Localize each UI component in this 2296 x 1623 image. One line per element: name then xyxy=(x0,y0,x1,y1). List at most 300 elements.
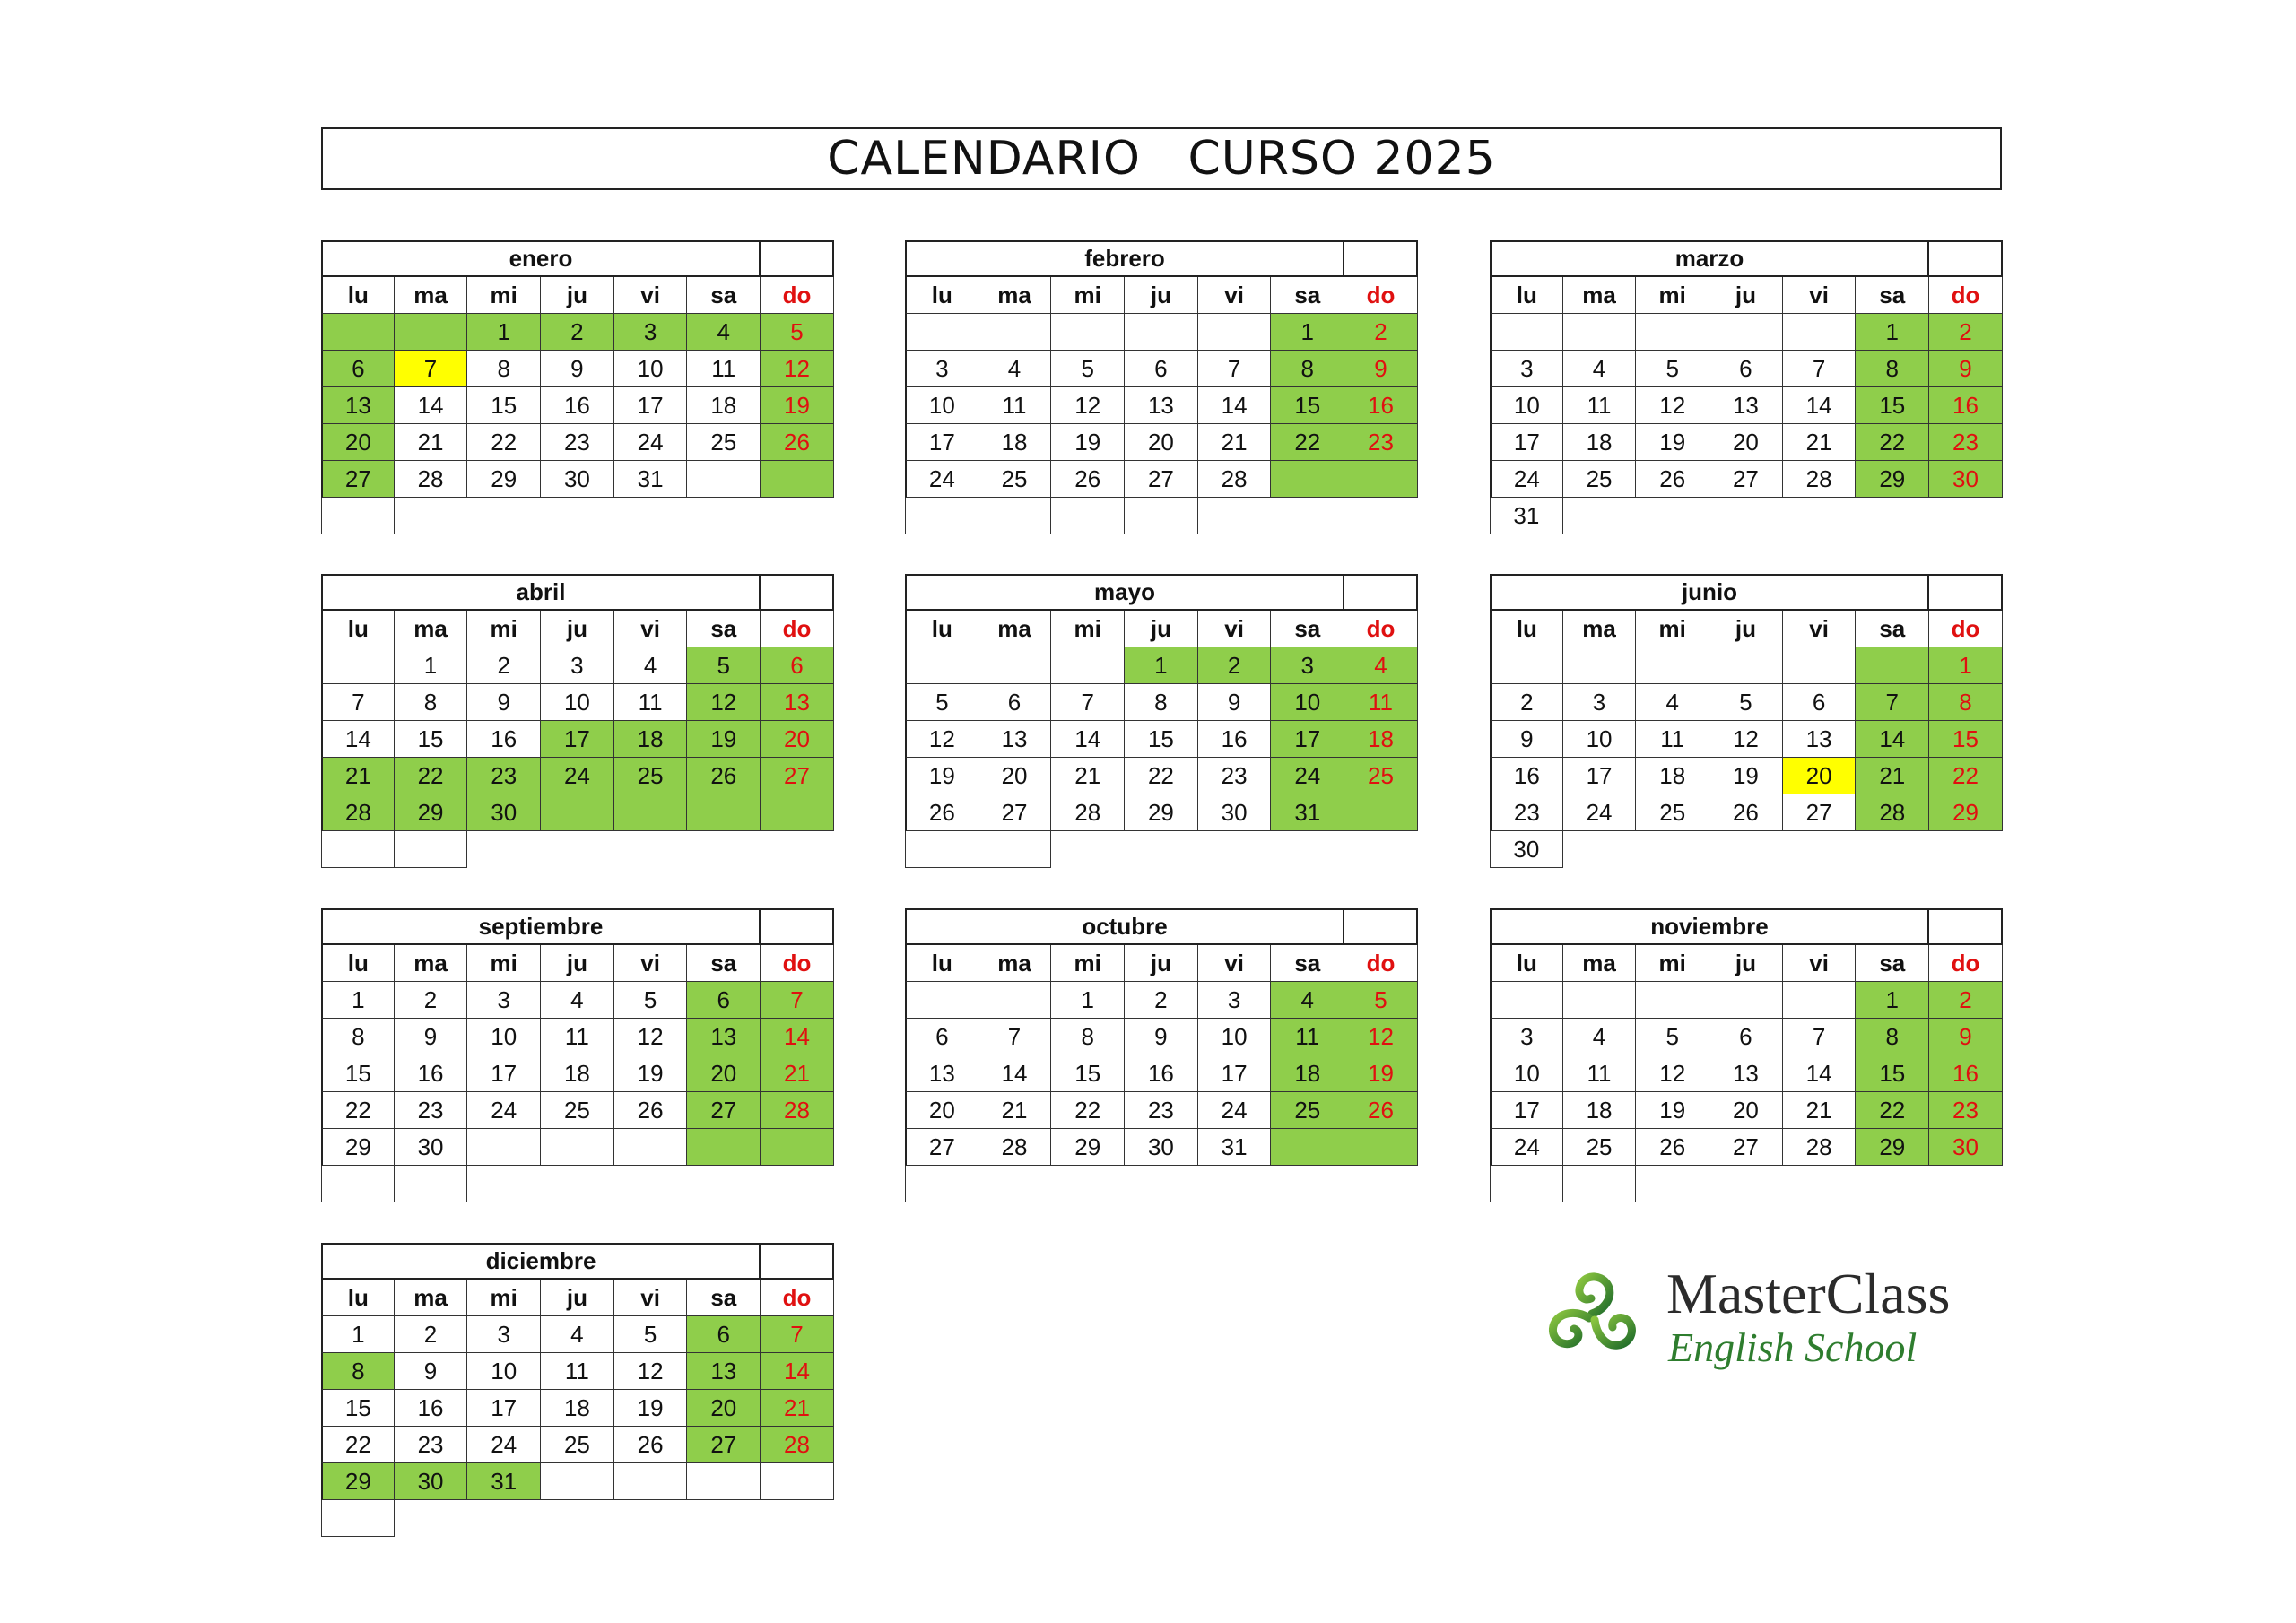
day-cell: 15 xyxy=(1856,387,1929,424)
day-cell: 13 xyxy=(905,1055,978,1092)
day-cell: 10 xyxy=(1490,387,1563,424)
month-enero xyxy=(321,240,834,534)
day-cell: 20 xyxy=(321,424,395,461)
day-cell xyxy=(1709,314,1783,351)
day-cell: 8 xyxy=(1271,351,1344,387)
day-cell: 25 xyxy=(1636,794,1709,831)
day-cell: 13 xyxy=(321,387,395,424)
day-cell: 17 xyxy=(467,1055,541,1092)
day-cell: 22 xyxy=(1271,424,1344,461)
day-cell: 6 xyxy=(1709,351,1783,387)
month-febrero xyxy=(905,240,1418,534)
weekday-do: do xyxy=(1929,945,2003,982)
day-cell: 5 xyxy=(1636,351,1709,387)
triskelion-logo-icon xyxy=(1525,1255,1659,1381)
day-cell: 7 xyxy=(395,351,468,387)
day-cell: 15 xyxy=(321,1390,395,1427)
month-marzo xyxy=(1490,240,2003,534)
day-cell: 13 xyxy=(761,684,834,721)
day-cell: 19 xyxy=(1344,1055,1418,1092)
day-cell xyxy=(1271,461,1344,498)
day-cell: 2 xyxy=(395,1316,468,1353)
day-cell: 25 xyxy=(1271,1092,1344,1129)
day-cell: 15 xyxy=(1271,387,1344,424)
empty-cell xyxy=(1125,498,1198,534)
day-cell: 12 xyxy=(1636,1055,1709,1092)
day-cell: 23 xyxy=(395,1092,468,1129)
day-cell: 6 xyxy=(1783,684,1857,721)
header-corner xyxy=(761,240,834,277)
day-cell: 15 xyxy=(1051,1055,1125,1092)
day-cell: 6 xyxy=(687,982,761,1019)
weekday-do: do xyxy=(761,277,834,314)
weekday-lu: lu xyxy=(905,945,978,982)
day-cell: 16 xyxy=(1929,1055,2003,1092)
weekday-ma: ma xyxy=(978,277,1052,314)
weekday-sa: sa xyxy=(1856,945,1929,982)
weekday-vi: vi xyxy=(1198,945,1272,982)
page-title: CALENDARIO CURSO 2025 xyxy=(321,127,2002,190)
day-cell: 27 xyxy=(321,461,395,498)
day-cell: 29 xyxy=(1051,1129,1125,1166)
day-cell: 30 xyxy=(1125,1129,1198,1166)
day-cell: 4 xyxy=(978,351,1052,387)
empty-cell xyxy=(321,498,395,534)
day-cell: 27 xyxy=(687,1427,761,1463)
day-cell: 11 xyxy=(1636,721,1709,758)
day-cell: 23 xyxy=(1344,424,1418,461)
day-cell: 24 xyxy=(1271,758,1344,794)
day-cell: 1 xyxy=(1856,314,1929,351)
day-cell xyxy=(1709,982,1783,1019)
day-cell xyxy=(1490,647,1563,684)
day-cell: 4 xyxy=(1563,351,1637,387)
day-cell: 10 xyxy=(541,684,614,721)
day-cell: 6 xyxy=(905,1019,978,1055)
weekday-mi: mi xyxy=(467,1280,541,1316)
day-cell: 23 xyxy=(1929,424,2003,461)
day-cell: 29 xyxy=(1856,1129,1929,1166)
day-cell: 25 xyxy=(1563,461,1637,498)
day-cell: 15 xyxy=(1125,721,1198,758)
day-cell: 19 xyxy=(905,758,978,794)
day-cell: 25 xyxy=(978,461,1052,498)
day-cell: 23 xyxy=(1929,1092,2003,1129)
day-cell: 29 xyxy=(1856,461,1929,498)
day-cell: 1 xyxy=(321,1316,395,1353)
day-cell: 7 xyxy=(321,684,395,721)
day-cell xyxy=(687,794,761,831)
header-corner xyxy=(761,1243,834,1280)
weekday-vi: vi xyxy=(1783,611,1857,647)
day-cell: 19 xyxy=(761,387,834,424)
day-cell: 12 xyxy=(1636,387,1709,424)
day-cell: 2 xyxy=(1344,314,1418,351)
day-cell: 23 xyxy=(467,758,541,794)
day-cell: 21 xyxy=(321,758,395,794)
day-cell: 30 xyxy=(395,1463,468,1500)
month-mayo xyxy=(905,574,1418,868)
weekday-ju: ju xyxy=(541,1280,614,1316)
weekday-vi: vi xyxy=(1783,945,1857,982)
day-cell: 20 xyxy=(905,1092,978,1129)
day-cell: 31 xyxy=(1490,498,1563,534)
weekday-mi: mi xyxy=(1051,611,1125,647)
day-cell: 23 xyxy=(1198,758,1272,794)
day-cell: 5 xyxy=(687,647,761,684)
weekday-mi: mi xyxy=(1636,945,1709,982)
day-cell: 23 xyxy=(541,424,614,461)
day-cell xyxy=(614,1463,688,1500)
empty-cell xyxy=(905,498,978,534)
weekday-ma: ma xyxy=(978,611,1052,647)
month-name: marzo xyxy=(1490,240,1929,277)
weekday-mi: mi xyxy=(1051,945,1125,982)
day-cell: 3 xyxy=(905,351,978,387)
day-cell xyxy=(978,647,1052,684)
day-cell: 28 xyxy=(1783,461,1857,498)
day-cell: 5 xyxy=(1344,982,1418,1019)
weekday-lu: lu xyxy=(905,277,978,314)
day-cell xyxy=(1636,647,1709,684)
weekday-sa: sa xyxy=(1271,277,1344,314)
day-cell: 26 xyxy=(905,794,978,831)
weekday-ju: ju xyxy=(1709,945,1783,982)
day-cell: 14 xyxy=(321,721,395,758)
day-cell xyxy=(1344,461,1418,498)
weekday-mi: mi xyxy=(467,611,541,647)
weekday-mi: mi xyxy=(1636,277,1709,314)
day-cell: 26 xyxy=(761,424,834,461)
day-cell: 8 xyxy=(1125,684,1198,721)
day-cell: 28 xyxy=(761,1427,834,1463)
month-name: noviembre xyxy=(1490,908,1929,945)
day-cell: 30 xyxy=(1929,1129,2003,1166)
weekday-ma: ma xyxy=(978,945,1052,982)
weekday-ma: ma xyxy=(395,945,468,982)
weekday-ju: ju xyxy=(1125,611,1198,647)
day-cell xyxy=(761,794,834,831)
weekday-vi: vi xyxy=(614,1280,688,1316)
header-corner xyxy=(1929,908,2003,945)
day-cell xyxy=(1271,1129,1344,1166)
day-cell: 12 xyxy=(614,1353,688,1390)
weekday-lu: lu xyxy=(1490,945,1563,982)
month-octubre xyxy=(905,908,1418,1202)
day-cell: 29 xyxy=(1125,794,1198,831)
day-cell: 17 xyxy=(467,1390,541,1427)
day-cell: 14 xyxy=(978,1055,1052,1092)
day-cell: 6 xyxy=(761,647,834,684)
day-cell: 18 xyxy=(541,1390,614,1427)
weekday-sa: sa xyxy=(687,277,761,314)
day-cell: 24 xyxy=(1490,1129,1563,1166)
day-cell xyxy=(1783,314,1857,351)
day-cell: 22 xyxy=(1856,1092,1929,1129)
day-cell: 30 xyxy=(467,794,541,831)
month-noviembre xyxy=(1490,908,2003,1202)
month-septiembre xyxy=(321,908,834,1202)
day-cell: 12 xyxy=(1344,1019,1418,1055)
day-cell: 15 xyxy=(1929,721,2003,758)
day-cell: 27 xyxy=(1125,461,1198,498)
day-cell: 22 xyxy=(1125,758,1198,794)
day-cell: 6 xyxy=(978,684,1052,721)
day-cell: 21 xyxy=(1198,424,1272,461)
day-cell: 6 xyxy=(321,351,395,387)
day-cell: 11 xyxy=(1563,1055,1637,1092)
empty-cell xyxy=(395,831,468,868)
day-cell: 18 xyxy=(687,387,761,424)
day-cell: 29 xyxy=(321,1129,395,1166)
month-name: enero xyxy=(321,240,761,277)
day-cell xyxy=(1563,314,1637,351)
weekday-sa: sa xyxy=(687,945,761,982)
day-cell: 26 xyxy=(1051,461,1125,498)
day-cell: 9 xyxy=(1198,684,1272,721)
day-cell: 24 xyxy=(1563,794,1637,831)
day-cell: 24 xyxy=(467,1092,541,1129)
day-cell: 27 xyxy=(905,1129,978,1166)
day-cell: 4 xyxy=(1636,684,1709,721)
day-cell: 15 xyxy=(395,721,468,758)
day-cell: 26 xyxy=(1636,461,1709,498)
empty-cell xyxy=(978,831,1052,868)
day-cell: 18 xyxy=(978,424,1052,461)
day-cell: 11 xyxy=(541,1353,614,1390)
day-cell: 23 xyxy=(395,1427,468,1463)
day-cell xyxy=(1636,314,1709,351)
day-cell: 2 xyxy=(1490,684,1563,721)
weekday-mi: mi xyxy=(467,945,541,982)
day-cell xyxy=(1490,982,1563,1019)
empty-cell xyxy=(321,831,395,868)
weekday-ma: ma xyxy=(395,277,468,314)
day-cell xyxy=(978,314,1052,351)
weekday-mi: mi xyxy=(467,277,541,314)
day-cell: 29 xyxy=(395,794,468,831)
day-cell: 31 xyxy=(467,1463,541,1500)
weekday-ma: ma xyxy=(1563,277,1637,314)
weekday-sa: sa xyxy=(687,1280,761,1316)
day-cell: 29 xyxy=(467,461,541,498)
day-cell: 31 xyxy=(1271,794,1344,831)
day-cell: 16 xyxy=(541,387,614,424)
day-cell: 31 xyxy=(614,461,688,498)
day-cell: 9 xyxy=(1929,351,2003,387)
weekday-ju: ju xyxy=(1709,611,1783,647)
weekday-vi: vi xyxy=(1783,277,1857,314)
day-cell xyxy=(541,794,614,831)
day-cell xyxy=(687,1129,761,1166)
day-cell xyxy=(978,982,1052,1019)
day-cell: 24 xyxy=(1490,461,1563,498)
day-cell: 8 xyxy=(467,351,541,387)
weekday-lu: lu xyxy=(1490,277,1563,314)
weekday-vi: vi xyxy=(1198,277,1272,314)
day-cell: 12 xyxy=(1051,387,1125,424)
day-cell: 13 xyxy=(687,1019,761,1055)
day-cell xyxy=(321,314,395,351)
day-cell: 10 xyxy=(467,1019,541,1055)
day-cell: 26 xyxy=(687,758,761,794)
day-cell: 12 xyxy=(761,351,834,387)
day-cell: 16 xyxy=(1198,721,1272,758)
day-cell: 17 xyxy=(1563,758,1637,794)
day-cell: 11 xyxy=(1563,387,1637,424)
day-cell: 3 xyxy=(614,314,688,351)
day-cell: 7 xyxy=(761,982,834,1019)
day-cell: 8 xyxy=(321,1019,395,1055)
day-cell: 30 xyxy=(1490,831,1563,868)
day-cell: 28 xyxy=(1783,1129,1857,1166)
day-cell xyxy=(614,1129,688,1166)
day-cell: 2 xyxy=(467,647,541,684)
day-cell: 1 xyxy=(467,314,541,351)
day-cell: 17 xyxy=(614,387,688,424)
day-cell: 17 xyxy=(905,424,978,461)
day-cell: 18 xyxy=(1563,1092,1637,1129)
day-cell: 15 xyxy=(1856,1055,1929,1092)
day-cell: 14 xyxy=(761,1353,834,1390)
day-cell xyxy=(1636,982,1709,1019)
day-cell: 11 xyxy=(614,684,688,721)
day-cell xyxy=(395,314,468,351)
day-cell: 14 xyxy=(395,387,468,424)
header-corner xyxy=(1344,574,1418,611)
day-cell: 22 xyxy=(1051,1092,1125,1129)
month-name: octubre xyxy=(905,908,1344,945)
day-cell: 21 xyxy=(1856,758,1929,794)
empty-cell xyxy=(978,498,1052,534)
day-cell xyxy=(541,1129,614,1166)
weekday-do: do xyxy=(761,611,834,647)
day-cell: 17 xyxy=(1198,1055,1272,1092)
day-cell: 7 xyxy=(1198,351,1272,387)
day-cell: 9 xyxy=(1490,721,1563,758)
weekday-ju: ju xyxy=(541,611,614,647)
day-cell: 21 xyxy=(1783,424,1857,461)
day-cell: 4 xyxy=(1271,982,1344,1019)
day-cell: 18 xyxy=(1636,758,1709,794)
day-cell: 13 xyxy=(978,721,1052,758)
day-cell: 21 xyxy=(395,424,468,461)
weekday-mi: mi xyxy=(1636,611,1709,647)
day-cell xyxy=(1563,982,1637,1019)
day-cell: 8 xyxy=(1856,1019,1929,1055)
weekday-do: do xyxy=(1929,611,2003,647)
day-cell: 10 xyxy=(614,351,688,387)
month-junio xyxy=(1490,574,2003,868)
day-cell: 25 xyxy=(687,424,761,461)
day-cell: 4 xyxy=(1563,1019,1637,1055)
day-cell: 3 xyxy=(1490,351,1563,387)
logo xyxy=(1525,1255,2009,1381)
logo-name: MasterClass xyxy=(1666,1262,1951,1325)
day-cell: 2 xyxy=(1198,647,1272,684)
day-cell: 5 xyxy=(1636,1019,1709,1055)
day-cell: 4 xyxy=(687,314,761,351)
month-abril xyxy=(321,574,834,868)
weekday-ma: ma xyxy=(395,1280,468,1316)
day-cell: 5 xyxy=(905,684,978,721)
day-cell: 9 xyxy=(1929,1019,2003,1055)
day-cell xyxy=(1051,647,1125,684)
day-cell: 24 xyxy=(614,424,688,461)
day-cell: 7 xyxy=(1783,351,1857,387)
weekday-ju: ju xyxy=(1125,945,1198,982)
day-cell: 12 xyxy=(905,721,978,758)
day-cell xyxy=(905,982,978,1019)
weekday-ju: ju xyxy=(1709,277,1783,314)
day-cell xyxy=(1344,1129,1418,1166)
empty-cell xyxy=(1490,1166,1563,1202)
day-cell: 23 xyxy=(1125,1092,1198,1129)
day-cell: 7 xyxy=(978,1019,1052,1055)
day-cell: 28 xyxy=(321,794,395,831)
day-cell xyxy=(687,461,761,498)
day-cell xyxy=(1783,647,1857,684)
month-name: junio xyxy=(1490,574,1929,611)
weekday-mi: mi xyxy=(1051,277,1125,314)
header-corner xyxy=(1929,574,2003,611)
day-cell: 16 xyxy=(395,1055,468,1092)
day-cell: 19 xyxy=(614,1055,688,1092)
day-cell xyxy=(541,1463,614,1500)
day-cell: 9 xyxy=(1344,351,1418,387)
month-name: septiembre xyxy=(321,908,761,945)
day-cell: 13 xyxy=(1783,721,1857,758)
day-cell: 26 xyxy=(1636,1129,1709,1166)
day-cell xyxy=(1783,982,1857,1019)
day-cell: 1 xyxy=(395,647,468,684)
weekday-ju: ju xyxy=(541,945,614,982)
weekday-lu: lu xyxy=(905,611,978,647)
day-cell: 20 xyxy=(761,721,834,758)
day-cell: 16 xyxy=(1344,387,1418,424)
day-cell: 19 xyxy=(1709,758,1783,794)
day-cell: 30 xyxy=(1198,794,1272,831)
day-cell: 4 xyxy=(1344,647,1418,684)
day-cell: 19 xyxy=(1636,424,1709,461)
day-cell: 5 xyxy=(761,314,834,351)
day-cell xyxy=(1344,794,1418,831)
day-cell: 3 xyxy=(467,982,541,1019)
day-cell: 28 xyxy=(761,1092,834,1129)
day-cell: 20 xyxy=(1125,424,1198,461)
day-cell: 24 xyxy=(467,1427,541,1463)
day-cell: 10 xyxy=(1563,721,1637,758)
day-cell: 5 xyxy=(614,1316,688,1353)
day-cell: 20 xyxy=(687,1390,761,1427)
day-cell: 29 xyxy=(321,1463,395,1500)
weekday-vi: vi xyxy=(614,611,688,647)
day-cell: 21 xyxy=(978,1092,1052,1129)
day-cell: 31 xyxy=(1198,1129,1272,1166)
day-cell: 17 xyxy=(1490,1092,1563,1129)
day-cell: 6 xyxy=(1709,1019,1783,1055)
day-cell xyxy=(321,647,395,684)
month-name: febrero xyxy=(905,240,1344,277)
day-cell: 14 xyxy=(1198,387,1272,424)
day-cell: 16 xyxy=(395,1390,468,1427)
day-cell xyxy=(1051,314,1125,351)
weekday-sa: sa xyxy=(687,611,761,647)
day-cell: 19 xyxy=(1636,1092,1709,1129)
day-cell: 2 xyxy=(1929,314,2003,351)
day-cell xyxy=(1856,647,1929,684)
day-cell: 8 xyxy=(1929,684,2003,721)
